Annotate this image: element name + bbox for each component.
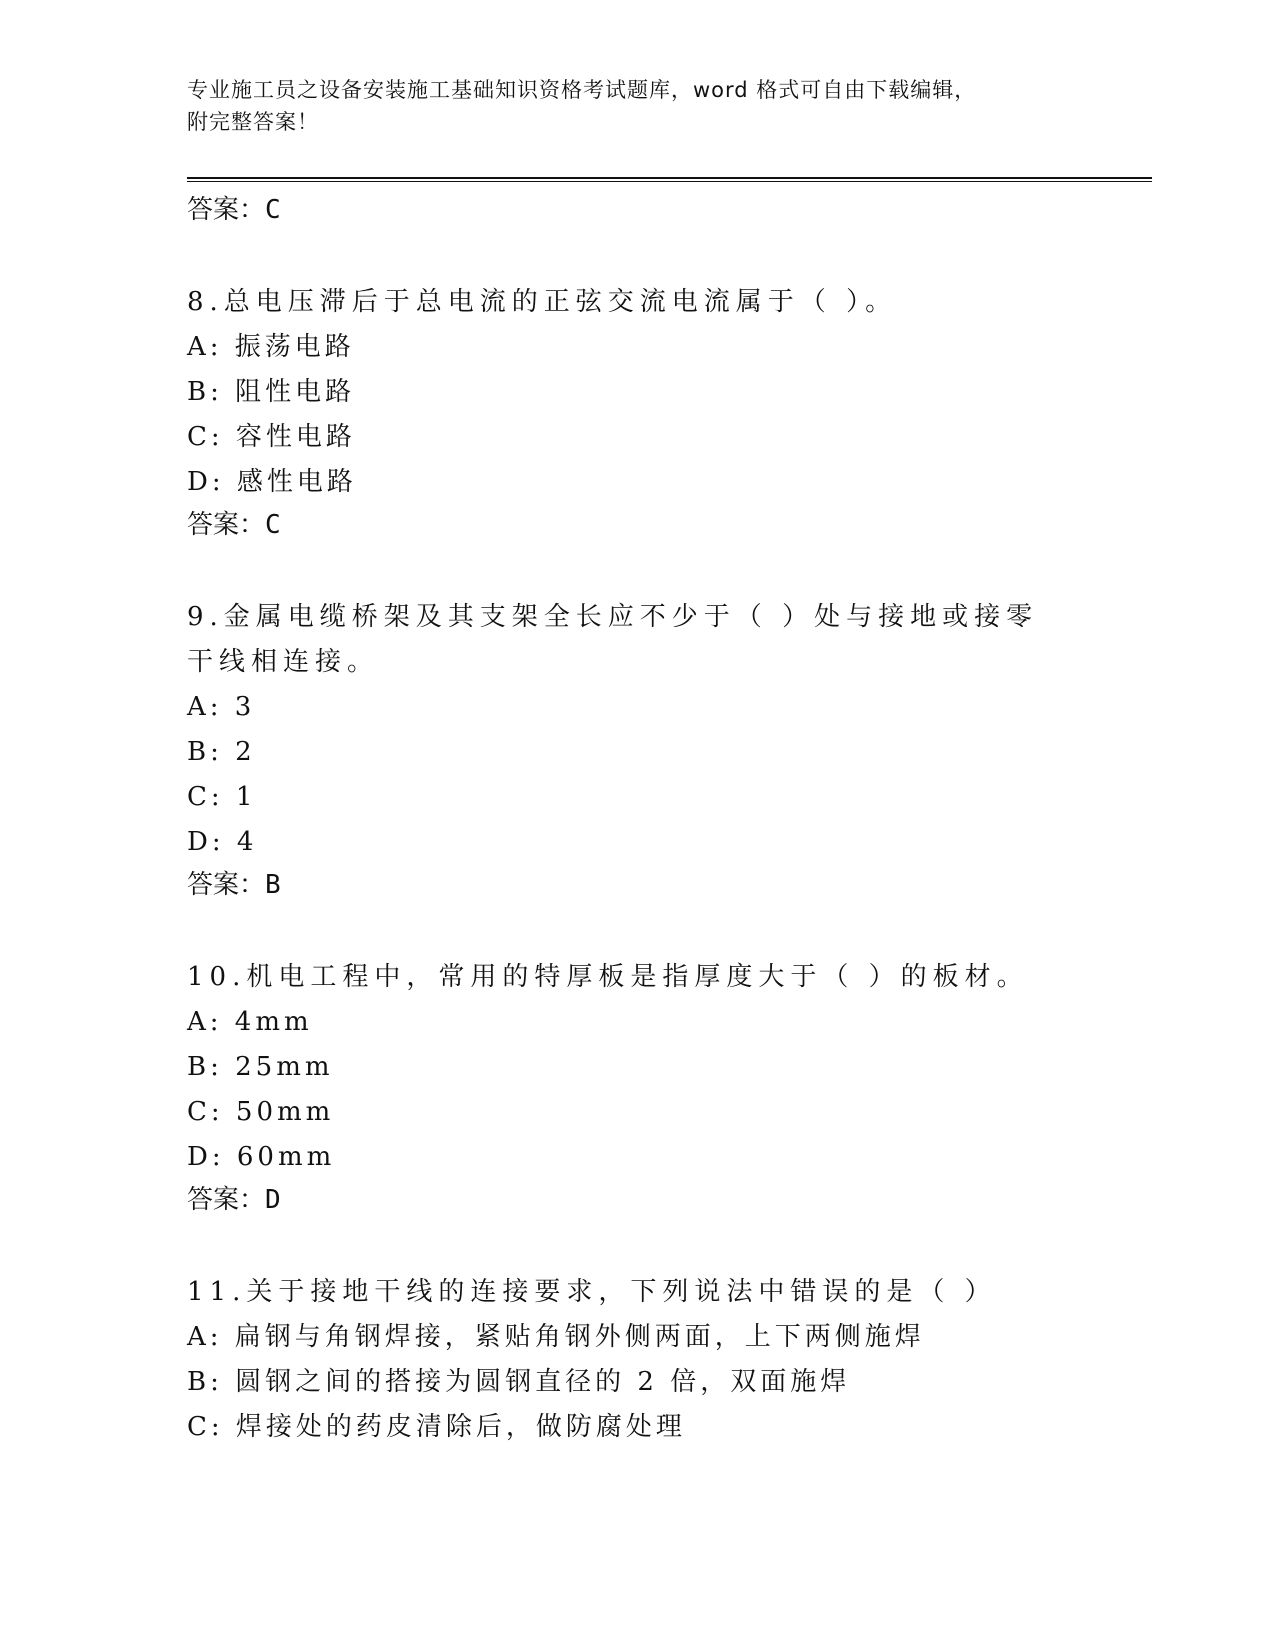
- answer-line: [187, 505, 1152, 545]
- question-text: 10.机电工程中，常用的特厚板是指厚度大于（ ）的板材。: [187, 962, 1029, 992]
- question-list: [187, 190, 1152, 1450]
- answer-value: C: [265, 510, 281, 540]
- option-a: A: 3: [187, 692, 256, 722]
- option-b: B: 圆钢之间的搭接为圆钢直径的 2 倍，双面施焊: [187, 1367, 851, 1397]
- option-c: C: 焊接处的药皮清除后，做防腐处理: [187, 1412, 686, 1442]
- answer-line: [187, 865, 1152, 905]
- answer-label: 答案：: [187, 1185, 266, 1215]
- option-d: D: 4: [187, 827, 258, 857]
- option-a: A: 振荡电路: [187, 332, 355, 362]
- answer-line: [187, 1180, 1152, 1220]
- option-a: A: 4mm: [187, 1007, 313, 1037]
- question-text: 11.关于接地干线的连接要求，下列说法中错误的是（ ）: [187, 1277, 997, 1307]
- option-c: C: 容性电路: [187, 422, 356, 452]
- document-header: [187, 74, 1087, 138]
- header-line-1: 专业施工员之设备安装施工基础知识资格考试题库，word 格式可自由下载编辑，: [187, 78, 977, 102]
- answer-label: 答案：: [187, 195, 266, 225]
- option-d: D: 60mm: [187, 1142, 336, 1172]
- option-d: D: 感性电路: [187, 467, 357, 497]
- question-text: 9.金属电缆桥架及其支架全长应不少于（ ）处与接地或接零干线相连接。: [187, 602, 1039, 677]
- option-a: A: 扁钢与角钢焊接，紧贴角钢外侧两面，上下两侧施焊: [187, 1322, 925, 1352]
- option-b: B: 2: [187, 737, 256, 767]
- option-c: C: 50mm: [187, 1097, 335, 1127]
- answer-label: 答案：: [187, 870, 266, 900]
- question-block: [187, 955, 1152, 1220]
- option-c: C: 1: [187, 782, 257, 812]
- question-block: [187, 1270, 1152, 1450]
- question-block: [187, 595, 1152, 905]
- answer-label: 答案：: [187, 510, 266, 540]
- answer-value: D: [265, 1185, 281, 1215]
- question-text: 8.总电压滞后于总电流的正弦交流电流属于（ ）。: [187, 287, 898, 317]
- option-b: B: 阻性电路: [187, 377, 356, 407]
- answer-value: C: [265, 195, 281, 225]
- answer-value: B: [265, 870, 281, 900]
- header-line-2: 附完整答案！: [187, 110, 319, 134]
- question-block: [187, 280, 1152, 545]
- header-divider: [187, 177, 1152, 182]
- answer-line: [187, 190, 1152, 230]
- option-b: B: 25mm: [187, 1052, 334, 1082]
